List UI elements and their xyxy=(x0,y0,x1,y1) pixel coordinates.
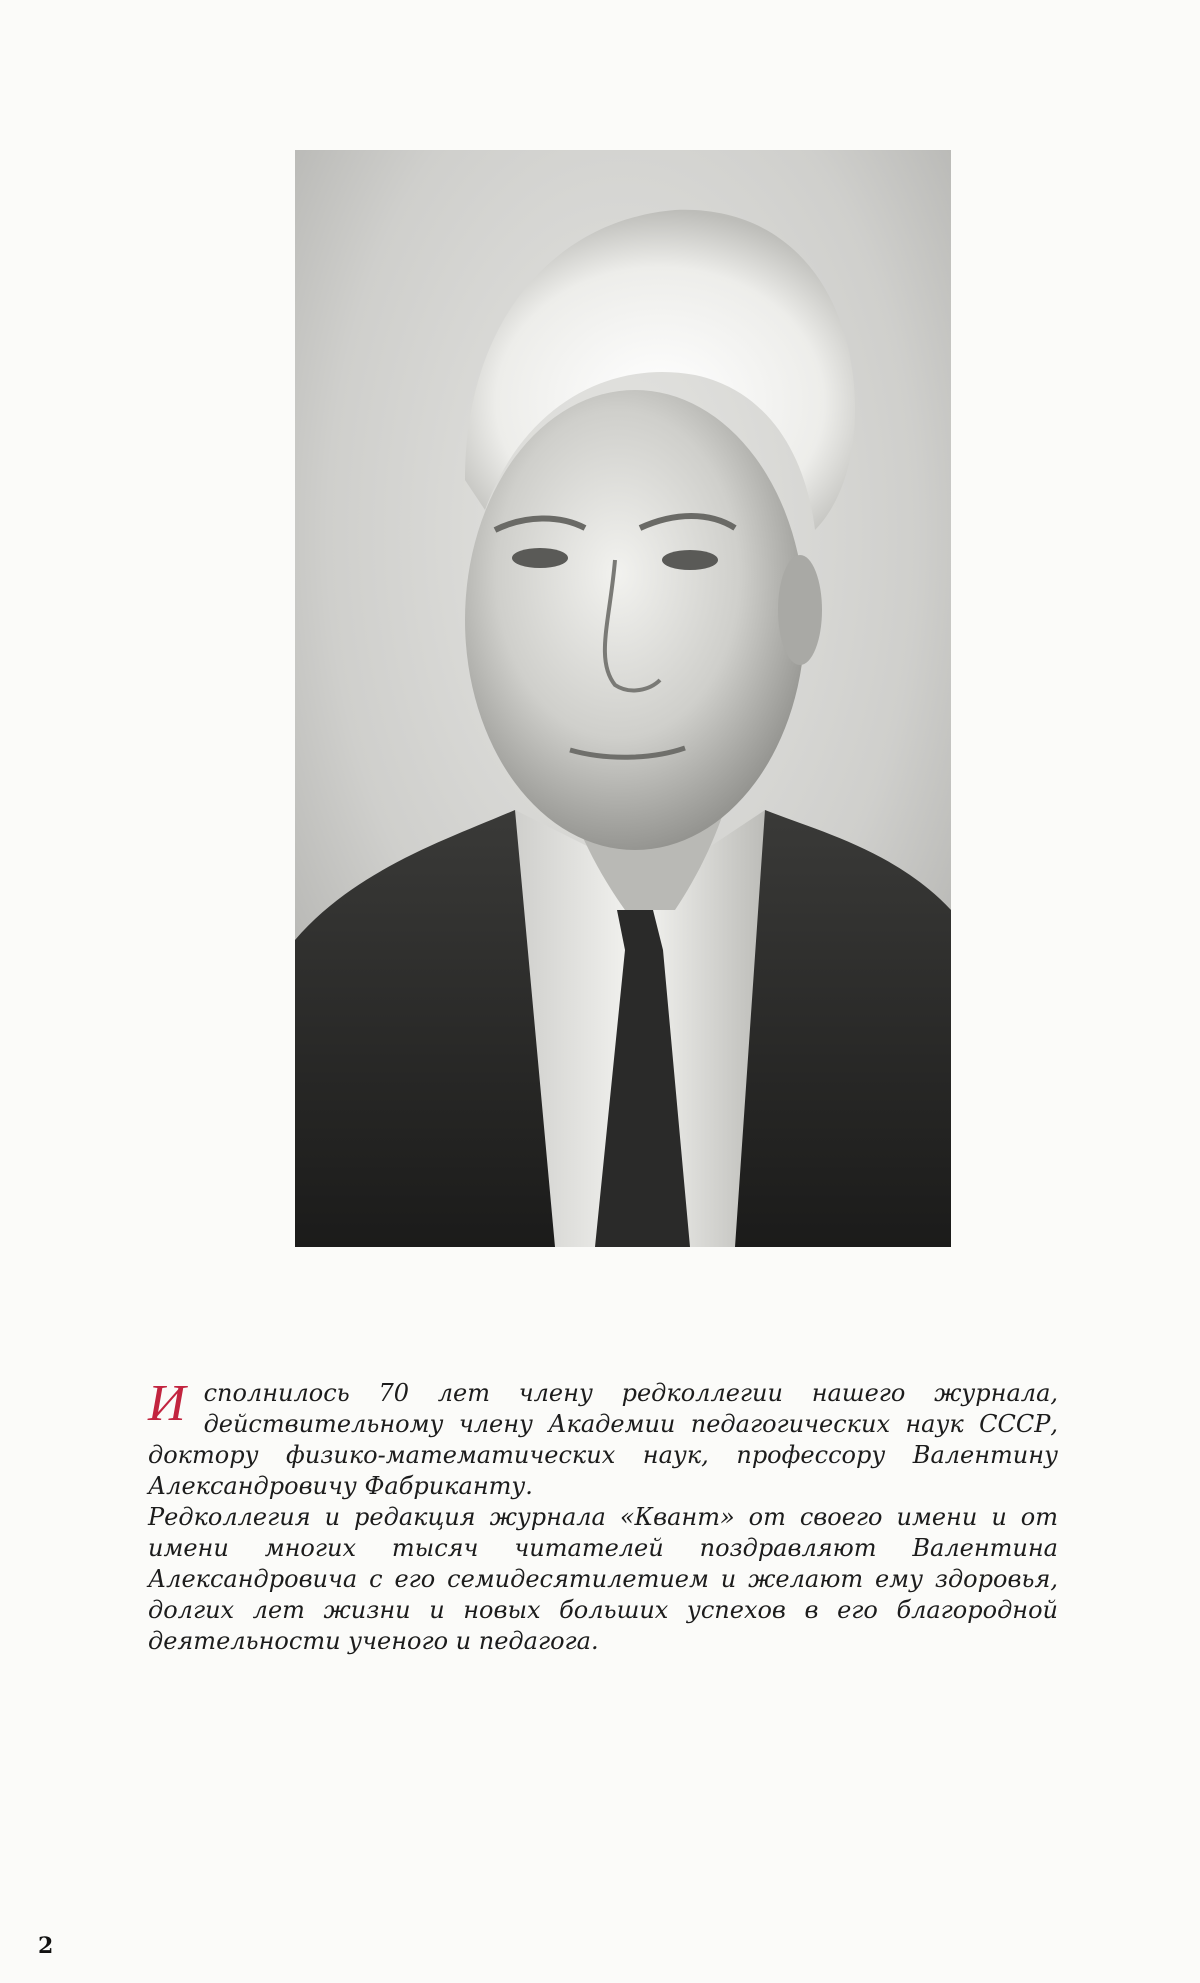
ear xyxy=(778,555,822,665)
tribute-paragraph-1 xyxy=(148,1375,1058,1502)
portrait-photo xyxy=(295,150,951,1247)
page-number: 2 xyxy=(38,1933,54,1959)
face xyxy=(465,390,805,850)
dropcap-letter: И xyxy=(148,1375,186,1432)
tribute-text xyxy=(148,1375,1058,1657)
left-eye xyxy=(512,548,568,568)
tribute-paragraph-2: Редколлегия и редакция журнала «Квант» от своего имени и от имени многих тысяч читателей поздравляют Валентина Александровича с его семидесятилетием и желают ему здоровья, долгих лет жизни и новых больших успехов в его благородной деятельности ученого и педагога. xyxy=(148,1503,1058,1655)
right-eye xyxy=(662,550,718,570)
portrait-illustration xyxy=(295,150,951,1247)
paragraph-1-text: сполнилось 70 лет члену редколлегии нашего журнала, действительному члену Академии педагогических наук СССР, доктору физико-математических наук, профессору Валентину Александровичу Фабриканту. xyxy=(148,1379,1058,1500)
